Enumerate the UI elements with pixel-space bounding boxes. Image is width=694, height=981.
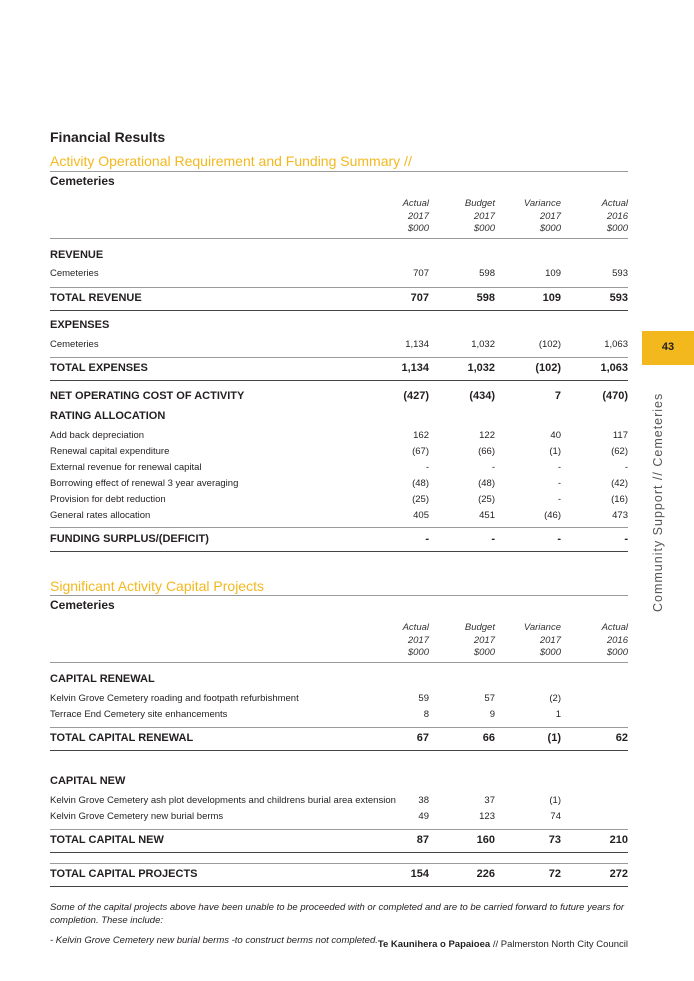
column-header: Budget 2017 $000 — [464, 198, 495, 234]
table-row: Kelvin Grove Cemetery roading and footpath refurbishment 59 57 (2) — [50, 693, 561, 704]
page-title: Financial Results — [50, 129, 166, 145]
table-row: Renewal capital expenditure (67) (66) (1) (62) — [50, 446, 628, 457]
divider — [50, 750, 628, 751]
divider — [50, 357, 628, 358]
divider — [50, 238, 628, 239]
divider — [50, 171, 628, 172]
section-side-label: Community Support // Cemeteries — [651, 392, 665, 612]
total-revenue-row: TOTAL REVENUE 707 598 109 593 — [50, 292, 628, 304]
divider — [50, 829, 628, 830]
divider — [50, 551, 628, 552]
table-row: Kelvin Grove Cemetery ash plot developments and childrens burial area extension 38 37 (1) — [50, 795, 561, 806]
table-row: Cemeteries 707 598 109 593 — [50, 268, 628, 279]
funding-surplus-row: FUNDING SURPLUS/(DEFICIT) - - - - — [50, 533, 628, 545]
divider — [50, 727, 628, 728]
column-header: Actual 2017 $000 — [402, 622, 429, 658]
revenue-heading: REVENUE — [50, 249, 104, 261]
note-text: - Kelvin Grove Cemetery new burial berms -to construct berms not completed. — [50, 935, 378, 946]
table-row: Borrowing effect of renewal 3 year averaging (48) (48) - (42) — [50, 478, 628, 489]
column-header: Variance 2017 $000 — [523, 622, 561, 658]
divider — [50, 852, 628, 853]
total-expenses-row: TOTAL EXPENSES 1,134 1,032 (102) 1,063 — [50, 362, 628, 374]
divider — [50, 527, 628, 528]
divider — [50, 310, 628, 311]
divider — [50, 595, 628, 596]
total-capital-new-row: TOTAL CAPITAL NEW 87 160 73 210 — [50, 834, 628, 846]
table-row: External revenue for renewal capital - - - - — [50, 462, 628, 473]
column-header: Budget 2017 $000 — [464, 622, 495, 658]
table-row: Kelvin Grove Cemetery new burial berms 49 123 74 — [50, 811, 561, 822]
capital-new-heading: CAPITAL NEW — [50, 775, 126, 787]
table-row: Provision for debt reduction (25) (25) - (16) — [50, 494, 628, 505]
capital-renewal-heading: CAPITAL RENEWAL — [50, 673, 155, 685]
column-header: Variance 2017 $000 — [523, 198, 561, 234]
divider — [50, 380, 628, 381]
page-number-tab — [642, 331, 694, 365]
table-row: General rates allocation 405 451 (46) 473 — [50, 510, 628, 521]
footer-org: Te Kaunihera o Papaioea — [377, 939, 491, 950]
table-row: Cemeteries 1,134 1,032 (102) 1,063 — [50, 339, 628, 350]
net-operating-cost-row: NET OPERATING COST OF ACTIVITY (427) (434) 7 (470) — [50, 390, 628, 402]
divider — [50, 287, 628, 288]
rating-allocation-heading: RATING ALLOCATION — [50, 410, 166, 422]
summary-heading: Activity Operational Requirement and Funding Summary // — [50, 153, 412, 169]
table-row: Add back depreciation 162 122 40 117 — [50, 430, 628, 441]
total-capital-renewal-row: TOTAL CAPITAL RENEWAL 67 66 (1) 62 — [50, 732, 628, 744]
footer — [378, 939, 628, 950]
column-header: Actual 2016 $000 — [601, 622, 628, 658]
summary-subheading: Cemeteries — [50, 174, 115, 188]
column-header: Actual 2016 $000 — [601, 198, 628, 234]
footer-council: Palmerston North City Council — [500, 939, 628, 950]
footer-separator: // — [490, 939, 501, 950]
capital-subheading: Cemeteries — [50, 598, 115, 612]
capital-heading: Significant Activity Capital Projects — [50, 578, 264, 594]
table-row: Terrace End Cemetery site enhancements 8 9 1 — [50, 709, 561, 720]
expenses-heading: EXPENSES — [50, 319, 110, 331]
divider — [50, 886, 628, 887]
total-capital-projects-row: TOTAL CAPITAL PROJECTS 154 226 72 272 — [50, 868, 628, 880]
note-text: Some of the capital projects above have been unable to be proceeded with or completed and are to be carried forward to future years for completion. These include: — [50, 902, 625, 926]
divider — [50, 662, 628, 663]
divider — [50, 863, 628, 864]
column-header: Actual 2017 $000 — [402, 198, 429, 234]
page-number: 43 — [661, 341, 675, 353]
